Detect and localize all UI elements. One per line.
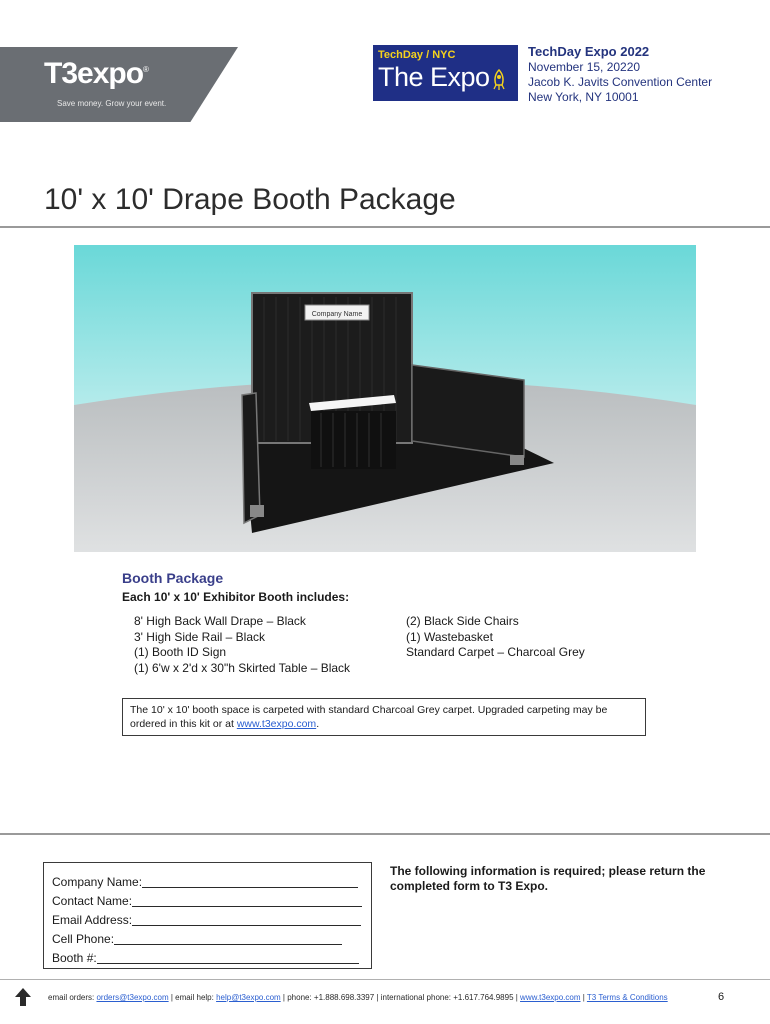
contact-form [43,862,372,969]
booth-package-heading: Booth Package [122,570,224,586]
website-link[interactable]: www.t3expo.com [236,718,317,730]
list-item: (1) 6'w x 2'd x 30"h Skirted Table – Black [134,660,351,675]
notice-end: . [316,718,320,730]
company-name-label: Company Name: [52,875,143,889]
email-address-field[interactable] [132,911,361,926]
rocket-icon [489,69,509,91]
logo-text: T3expo [44,57,144,90]
cell-phone-field[interactable] [114,930,342,945]
email-help-link[interactable]: help@t3expo.com [216,993,281,1002]
contact-name-row [52,892,371,911]
included-items-right [406,614,585,661]
t3expo-logo [44,57,148,91]
carpet-notice-box [122,698,646,736]
booth-number-row [52,949,371,968]
phone-text: phone: +1.888.698.3397 [287,993,375,1002]
title-divider [0,226,770,228]
contact-name-label: Contact Name: [52,894,133,908]
list-item: 8' High Back Wall Drape – Black [134,614,306,628]
logo-tagline: Save money. Grow your event. [57,99,167,108]
event-venue: Jacob K. Javits Convention Center [528,75,713,89]
notice-text: The 10' x 10' booth space is carpeted with standard Charcoal Grey carpet. Upgraded carpeting may be ordered in this kit or at [130,704,608,730]
booth-package-subheading: Each 10' x 10' Exhibitor Booth includes: [122,590,350,604]
booth-number-label: Booth #: [52,951,97,965]
booth-render-image [74,245,696,552]
event-city: New York, NY 10001 [528,90,639,104]
footer-divider [0,979,770,980]
event-date: November 15, 20220 [528,60,641,74]
email-orders-link[interactable]: orders@t3expo.com [96,993,169,1002]
cell-phone-label: Cell Phone: [52,932,115,946]
company-name-field[interactable] [142,873,358,888]
contact-name-field[interactable] [132,892,362,907]
booth-number-field[interactable] [97,949,359,964]
website-footer-link[interactable]: www.t3expo.com [520,993,581,1002]
form-instructions: The following information is required; please return the completed form to T3 Expo. [390,864,706,893]
email-help-label: email help: [175,993,217,1002]
separator: | [280,993,288,1002]
form-divider [0,833,770,835]
logo-registered-mark: ® [143,65,148,74]
included-items-left [134,614,350,676]
email-address-label: Email Address: [52,913,133,927]
booth-sign-text: Company Name [311,311,363,318]
terms-link[interactable]: T3 Terms & Conditions [586,993,668,1002]
email-address-row [52,911,371,930]
footer-contact-line [48,993,668,1002]
company-name-row [52,873,371,892]
email-orders-label: email orders: [48,993,97,1002]
intl-phone-text: international phone: +1.617.764.9895 [380,993,514,1002]
badge-top-text: TechDay / NYC [378,49,456,61]
list-item: (1) Wastebasket [406,629,493,644]
list-item: (1) Booth ID Sign [134,645,227,659]
cell-phone-row [52,930,371,949]
page-number: 6 [718,991,725,1003]
up-arrow-icon[interactable] [14,987,32,1007]
separator: | [374,993,381,1002]
list-item: Standard Carpet – Charcoal Grey [406,645,585,659]
separator: | [168,993,176,1002]
list-item: (2) Black Side Chairs [406,614,519,628]
list-item: 3' High Side Rail – Black [134,629,266,644]
badge-main-text: The Expo [378,62,490,92]
page-title: 10' x 10' Drape Booth Package [44,183,456,216]
separator: | [513,993,521,1002]
event-title: TechDay Expo 2022 [528,44,650,59]
separator: | [580,993,587,1002]
